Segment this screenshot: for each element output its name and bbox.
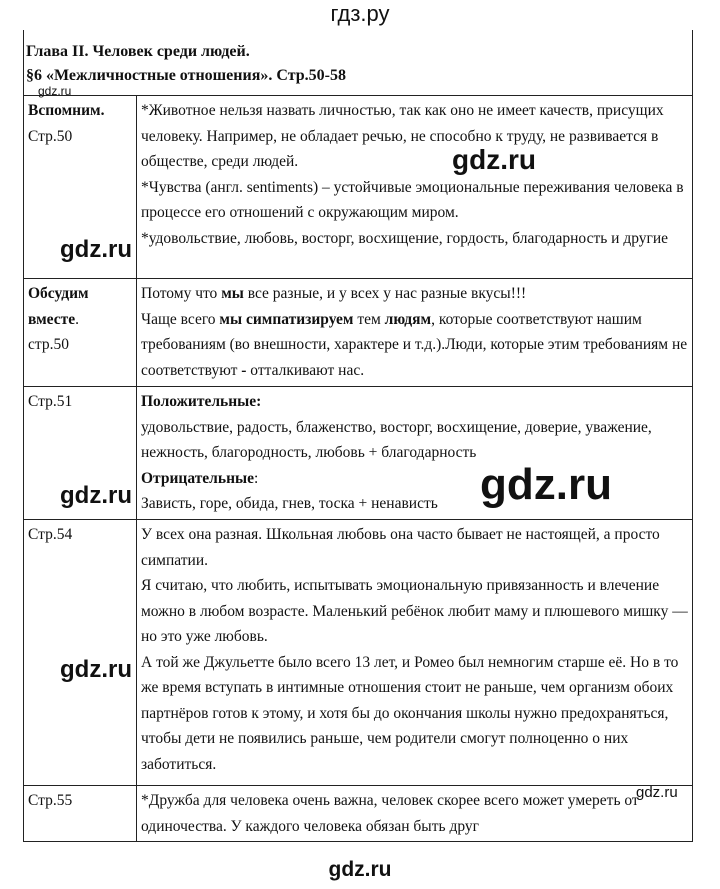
answer-cell	[137, 786, 693, 842]
section-title: §6 «Межличностные отношения». Стр.50-58	[26, 67, 346, 84]
page-border-left	[23, 30, 24, 96]
answer-cell	[137, 520, 693, 786]
answer-paragraph: Чаще всего мы симпатизируем тем людям, которые соответствуют нашим требованиям (во внешности, характере и т.д.).Люди, которые этим требованиям не соответствуют - отталкивают нас.	[141, 310, 688, 379]
answer-cell	[137, 96, 693, 279]
watermark: gdz.ru	[38, 84, 72, 98]
answer-paragraph: А той же Джульетте было всего 13 лет, и Ромео был немногим старше её. Но в то же время вступать в интимные отношения стоит не раньше, чем организм обоих партнёров готов к этому, и хотя бы до окончания школы нужно предохраняться, чтобы дети не появились раньше, чем родители смогут полноценно о них заботиться.	[141, 653, 679, 773]
negative-label: Отрицательные	[141, 469, 254, 487]
answer-paragraph: *удовольствие, любовь, восторг, восхищение, гордость, благодарность и другие	[141, 229, 669, 247]
task-label: Вспомним.	[28, 102, 105, 119]
task-label: вместе	[28, 310, 76, 328]
task-label: Обсудим	[28, 285, 89, 302]
page-border-right	[692, 30, 693, 96]
answer-cell	[137, 279, 693, 387]
watermark: gdz.ru	[452, 144, 536, 175]
answer-paragraph: *Дружба для человека очень важна, человек скорее всего может умереть от одиночества. У каждого человека обязан быть друг	[141, 792, 639, 835]
page-ref: Стр.54	[28, 526, 73, 543]
page-ref: Стр.55	[28, 792, 73, 809]
watermark: gdz.ru	[60, 656, 132, 683]
answer-paragraph: Я считаю, что любить, испытывать эмоциональную привязанность и влечение можно в любом возрасте. Маленький ребёнок любит маму и плюшевого мишку — но это уже любовь.	[141, 577, 688, 645]
table-row	[24, 786, 693, 842]
page-ref-cell	[24, 520, 137, 786]
answer-paragraph: *Чувства (англ. sentiments) – устойчивые эмоциональные переживания человека в процессе его отношений с окружающим миром.	[141, 178, 684, 221]
page-ref-cell: Обсудим вместе. стр.50	[24, 279, 137, 387]
watermark: gdz.ru	[636, 784, 678, 801]
site-header: гдз.ру	[330, 1, 390, 26]
chapter-title: Глава II. Человек среди людей.	[26, 43, 250, 60]
table-row	[24, 520, 693, 786]
page-ref-cell	[24, 786, 137, 842]
answer-paragraph: У всех она разная. Школьная любовь она часто бывает не настоящей, а просто симпатии.	[141, 526, 660, 569]
positive-label: Положительные:	[141, 393, 262, 410]
answer-paragraph: Потому что мы все разные, и у всех у нас разные вкусы!!!	[141, 285, 527, 302]
page-ref: Стр.51	[28, 393, 73, 410]
watermark: gdz.ru	[480, 460, 612, 509]
page-ref: стр.50	[28, 336, 69, 353]
answer-paragraph: *Животное нельзя назвать личностью, так как оно не имеет качеств, присущих человеку. Например, не обладает речью, не способно к труду, не развивается в обществе, среди людей.	[141, 102, 664, 170]
page-ref: Стр.50	[28, 127, 73, 145]
answer-cell: Положительные: удовольствие, радость, блаженство, восторг, восхищение, доверие, уважение, нежность, благородность, любовь + благодарность Отрицательные: Зависть, горе, обида, гнев, тоска + ненависть	[137, 387, 693, 520]
negative-feelings: Зависть, горе, обида, гнев, тоска + ненависть	[141, 495, 438, 512]
site-footer: gdz.ru	[328, 858, 392, 881]
table-row	[24, 279, 693, 387]
watermark: gdz.ru	[60, 236, 132, 263]
positive-feelings: удовольствие, радость, блаженство, восторг, восхищение, доверие, уважение, нежность, благородность, любовь + благодарность	[141, 418, 652, 461]
chapter-heading	[26, 40, 686, 88]
watermark: gdz.ru	[60, 482, 132, 509]
